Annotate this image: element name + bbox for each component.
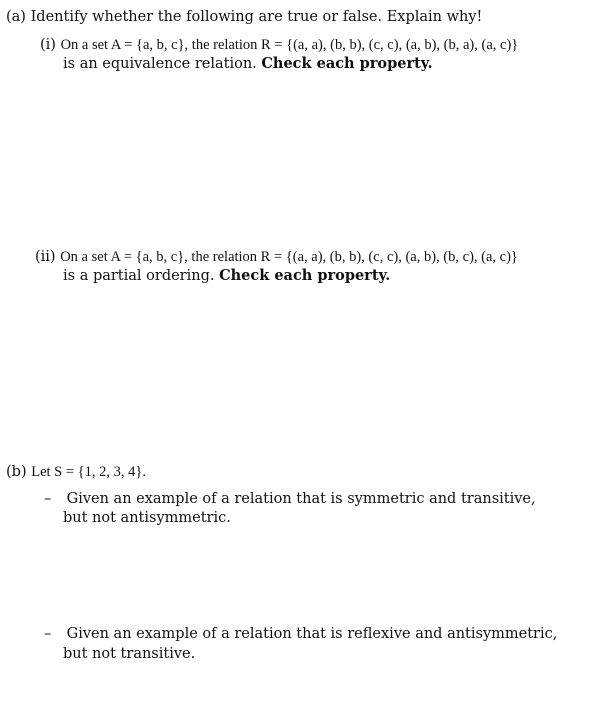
item-ii-line-1 bbox=[35, 248, 518, 266]
item-i-label: (i) bbox=[40, 37, 56, 53]
bullet-2-line-2 bbox=[63, 645, 195, 663]
item-i-claim: is an equivalence relation. bbox=[63, 56, 257, 72]
bullet-1-text-1: Given an example of a relation that is symmetric and transitive, bbox=[66, 491, 536, 507]
item-ii-label: (ii) bbox=[35, 249, 56, 265]
item-i-statement: On a set A = {a, b, c}, the relation R = {(a, a), (b, b), (c, c), (a, b), (b, a), (a, c)} bbox=[60, 37, 519, 53]
bullet-2-text-1: Given an example of a relation that is reflexive and antisymmetric, bbox=[66, 626, 558, 642]
part-b-prompt: Let S = {1, 2, 3, 4}. bbox=[31, 464, 146, 480]
bullet-2-line-1 bbox=[44, 625, 557, 643]
bullet-1-line-1 bbox=[44, 490, 536, 508]
part-b-label: (b) bbox=[6, 464, 27, 480]
item-i-instruction: Check each property. bbox=[261, 55, 433, 72]
item-i-line-1 bbox=[40, 36, 518, 54]
item-ii-instruction: Check each property. bbox=[219, 267, 391, 284]
item-ii-statement: On a set A = {a, b, c}, the relation R = {(a, a), (b, b), (c, c), (a, b), (b, c), (a, c)} bbox=[60, 249, 518, 265]
bullet-2-dash: – bbox=[44, 626, 52, 642]
part-a-label: (a) bbox=[6, 9, 26, 25]
item-ii-line-2 bbox=[63, 267, 390, 285]
bullet-2-text-2: but not transitive. bbox=[63, 646, 196, 662]
item-i-line-2 bbox=[63, 55, 433, 73]
part-a-prompt: Identify whether the following are true or false. Explain why! bbox=[30, 9, 483, 25]
bullet-1-line-2 bbox=[63, 509, 231, 527]
item-ii-claim: is a partial ordering. bbox=[63, 268, 215, 284]
bullet-1-dash: – bbox=[44, 491, 52, 507]
bullet-1-text-2: but not antisymmetric. bbox=[63, 510, 231, 526]
part-b-heading bbox=[6, 463, 146, 481]
part-a-heading bbox=[6, 8, 482, 26]
